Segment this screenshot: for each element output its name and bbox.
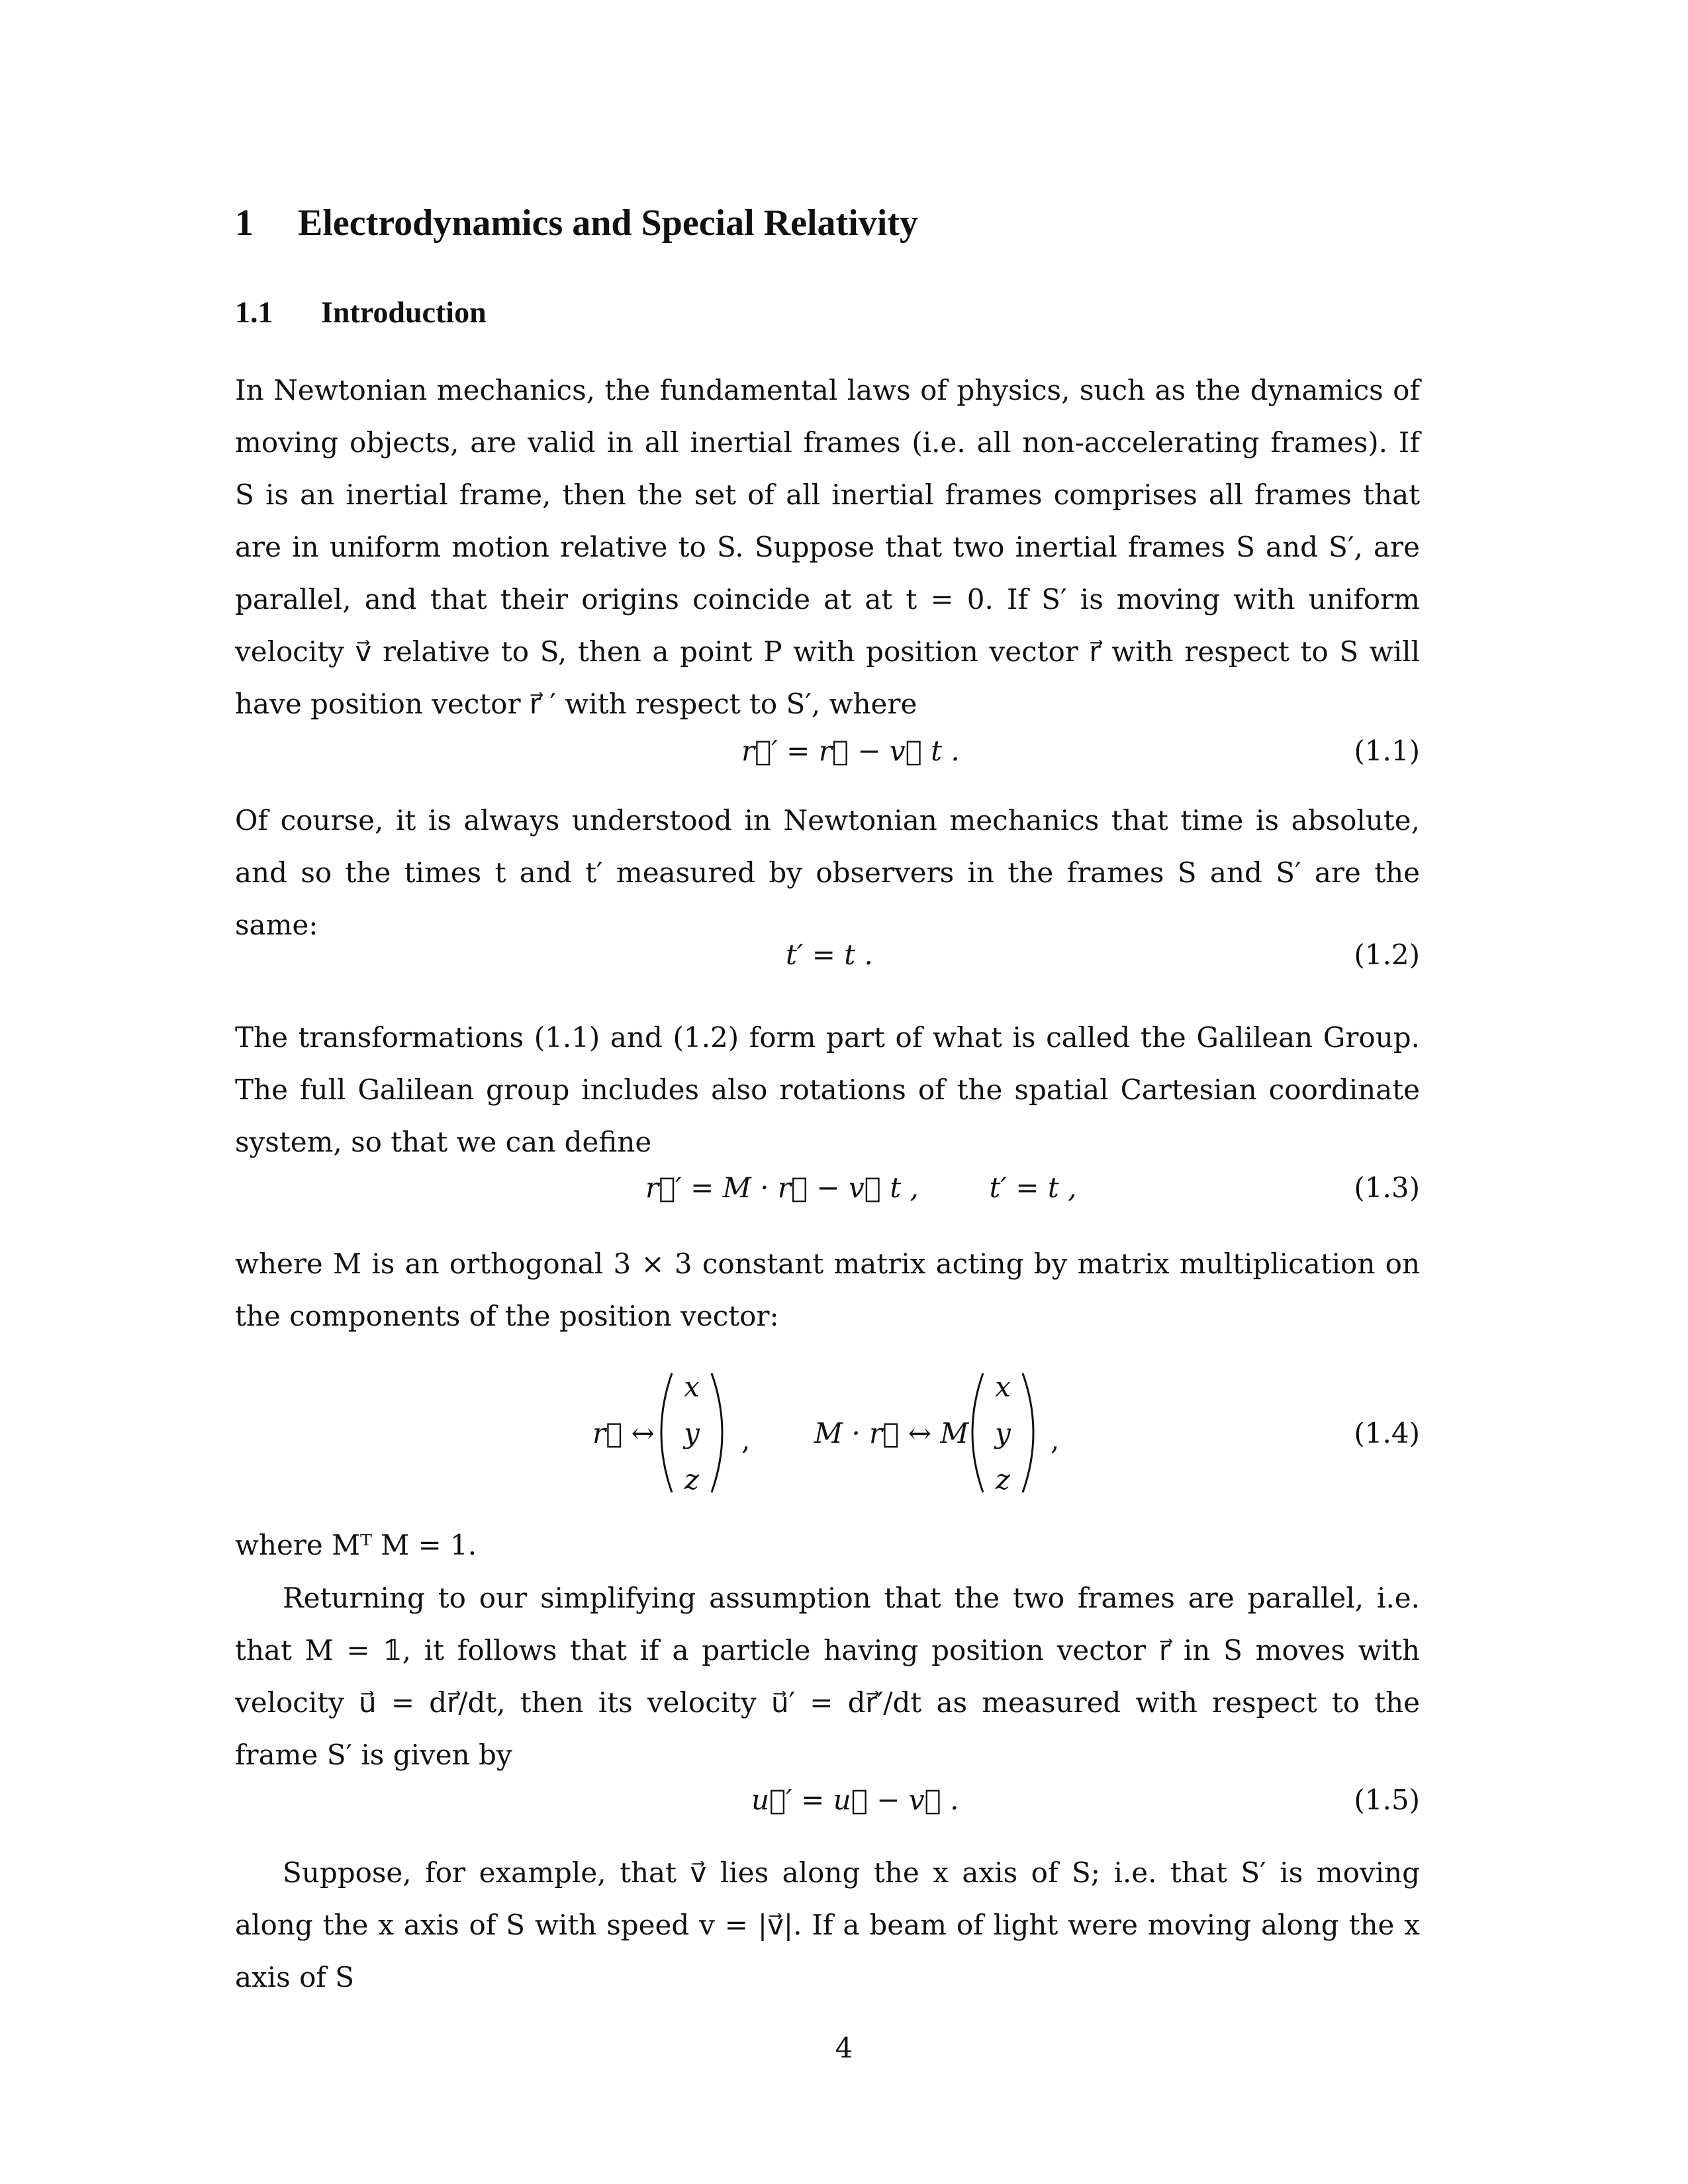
paragraph-2: Of course, it is always understood in Newtonian mechanics that time is absolute, and so the times t and t′ measured by observers in the frames S and S′ are the same: bbox=[235, 804, 1420, 941]
eq4-lhs1: r⃗ ↔ bbox=[592, 1417, 655, 1449]
eq4-vector-2-y: y bbox=[995, 1417, 1011, 1449]
equation-1-5-number: (1.5) bbox=[1354, 1784, 1420, 1816]
paragraph-5: where Mᵀ M = 1. bbox=[235, 1529, 477, 1561]
equation-1-4 bbox=[235, 1360, 1420, 1506]
equation-1-4-figure bbox=[235, 1360, 1420, 1506]
eq4-comma-1: , bbox=[741, 1424, 751, 1456]
paragraph-3: The transformations (1.1) and (1.2) form part of what is called the Galilean Group. The full Galilean group includes also rotations of the spatial Cartesian coordinate system, so that we can define bbox=[235, 1021, 1420, 1158]
equation-1-3-body: r⃗′ = M · r⃗ − v⃗ t , t′ = t , bbox=[645, 1171, 1077, 1204]
equation-1-1-body: r⃗′ = r⃗ − v⃗ t . bbox=[741, 735, 960, 767]
subsection-title: Introduction bbox=[321, 295, 487, 329]
page-number: 4 bbox=[835, 2032, 853, 2064]
eq4-vector-1-y: y bbox=[684, 1417, 700, 1449]
equation-1-1 bbox=[235, 735, 1420, 774]
paragraph-1: In Newtonian mechanics, the fundamental laws of physics, such as the dynamics of moving objects, are valid in all inertial frames (i.e. all non-accelerating frames). If S is an inertial frame, then the set of all inertial frames comprises all frames that are in uniform motion relative to S. Suppose that two inertial frames S and S′, are parallel, and that their origins coincide at at t = 0. If S′ is moving with uniform velocity v⃗ relative to S, then a point P with position vector r⃗ with respect to S will have position vector r⃗ ′ with respect to S′, where bbox=[235, 374, 1420, 720]
eq4-right-paren-2 bbox=[1023, 1373, 1033, 1492]
eq4-lhs2: M · r⃗ ↔ M bbox=[814, 1417, 969, 1449]
eq4-left-paren-2 bbox=[972, 1373, 983, 1492]
paragraph-7: Suppose, for example, that v⃗ lies along the x axis of S; i.e. that S′ is moving along the x axis of S with speed v = |v⃗|. If a beam of light were moving along the x axis of S bbox=[235, 1856, 1420, 1993]
eq4-vector-2-x: x bbox=[995, 1371, 1011, 1403]
section-heading bbox=[235, 202, 918, 244]
eq4-vector-1-z: z bbox=[684, 1463, 700, 1496]
eq4-comma-2: , bbox=[1051, 1424, 1060, 1456]
equation-1-3 bbox=[235, 1171, 1420, 1211]
section-title: Electrodynamics and Special Relativity bbox=[298, 203, 918, 244]
equation-1-2-number: (1.2) bbox=[1354, 938, 1420, 971]
section-number: 1 bbox=[235, 203, 254, 244]
eq4-left-paren-1 bbox=[661, 1373, 672, 1492]
eq4-right-paren-1 bbox=[712, 1373, 722, 1492]
equation-1-4-number: (1.4) bbox=[1354, 1417, 1420, 1449]
equation-1-2-body: t′ = t . bbox=[786, 938, 873, 971]
subsection-number: 1.1 bbox=[235, 295, 273, 329]
equation-1-5 bbox=[235, 1784, 1420, 1823]
paragraph-4: where M is an orthogonal 3 × 3 constant matrix acting by matrix multiplication on the components of the position vector: bbox=[235, 1248, 1420, 1332]
equation-1-1-number: (1.1) bbox=[1354, 735, 1420, 767]
paragraph-6: Returning to our simplifying assumption that the two frames are parallel, i.e. that M = 𝟙, it follows that if a particle having position vector r⃗ in S moves with velocity u⃗ = dr⃗/dt, then its velocity u⃗′ = dr⃗′/dt as measured with respect to the frame S′ is given by bbox=[235, 1582, 1420, 1771]
eq4-vector-2-z: z bbox=[995, 1463, 1011, 1496]
eq4-vector-1-x: x bbox=[684, 1371, 700, 1403]
subsection-heading bbox=[235, 295, 487, 330]
equation-1-3-number: (1.3) bbox=[1354, 1171, 1420, 1204]
equation-1-2 bbox=[235, 938, 1420, 978]
equation-1-5-body: u⃗′ = u⃗ − v⃗ . bbox=[751, 1784, 959, 1816]
